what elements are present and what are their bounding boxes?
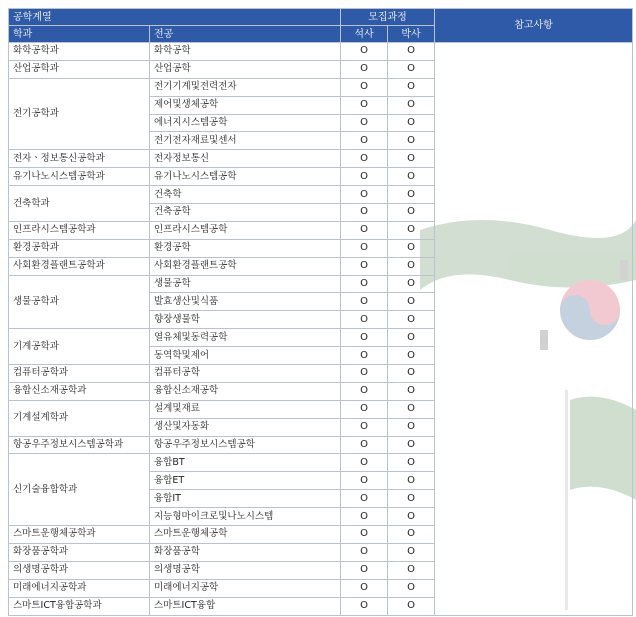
major-cell: 사회환경플랜트공학 xyxy=(150,257,341,275)
dept-cell: 미래에너지공학과 xyxy=(9,579,150,597)
masters-mark: O xyxy=(341,347,388,365)
doctoral-mark: O xyxy=(388,168,435,186)
dept-cell: 건축학과 xyxy=(9,186,150,222)
dept-cell: 전자ㆍ정보통신공학과 xyxy=(9,150,150,168)
major-cell: 융합BT xyxy=(150,454,341,472)
dept-cell: 신기술융합학과 xyxy=(9,454,150,526)
major-cell: 제어및생체공학 xyxy=(150,96,341,114)
masters-mark: O xyxy=(341,275,388,293)
dept-cell: 의생명공학과 xyxy=(9,561,150,579)
major-cell: 전기전자재료및센서 xyxy=(150,132,341,150)
dept-cell: 전기공학과 xyxy=(9,78,150,150)
major-cell: 인프라시스템공학 xyxy=(150,221,341,239)
major-cell: 유기나노시스템공학 xyxy=(150,168,341,186)
masters-mark: O xyxy=(341,257,388,275)
doctoral-mark: O xyxy=(388,382,435,400)
doctoral-mark: O xyxy=(388,311,435,329)
masters-mark: O xyxy=(341,293,388,311)
doctoral-mark: O xyxy=(388,597,435,615)
major-cell: 설계및재료 xyxy=(150,400,341,418)
masters-mark: O xyxy=(341,186,388,204)
masters-mark: O xyxy=(341,454,388,472)
masters-mark: O xyxy=(341,436,388,454)
masters-mark: O xyxy=(341,43,388,61)
masters-mark: O xyxy=(341,114,388,132)
masters-mark: O xyxy=(341,382,388,400)
dept-cell: 인프라시스템공학과 xyxy=(9,221,150,239)
major-cell: 건축학 xyxy=(150,186,341,204)
doctoral-mark: O xyxy=(388,347,435,365)
major-cell: 환경공학 xyxy=(150,239,341,257)
masters-mark: O xyxy=(341,204,388,222)
major-cell: 생산및자동화 xyxy=(150,418,341,436)
masters-mark: O xyxy=(341,60,388,78)
doctoral-mark: O xyxy=(388,579,435,597)
dept-cell: 기계설계학과 xyxy=(9,400,150,436)
dept-cell: 화장품공학과 xyxy=(9,543,150,561)
doctoral-mark: O xyxy=(388,96,435,114)
table-row xyxy=(9,43,633,61)
dept-cell: 환경공학과 xyxy=(9,239,150,257)
masters-mark: O xyxy=(341,132,388,150)
doctoral-mark: O xyxy=(388,221,435,239)
doctoral-mark: O xyxy=(388,204,435,222)
doctoral-mark: O xyxy=(388,490,435,508)
masters-mark: O xyxy=(341,400,388,418)
doctoral-mark: O xyxy=(388,508,435,526)
major-cell: 열유체및동력공학 xyxy=(150,329,341,347)
masters-mark: O xyxy=(341,78,388,96)
major-cell: 전자정보통신 xyxy=(150,150,341,168)
table-body xyxy=(9,43,633,616)
masters-mark: O xyxy=(341,526,388,544)
doctoral-mark: O xyxy=(388,132,435,150)
doctoral-mark: O xyxy=(388,114,435,132)
masters-mark: O xyxy=(341,490,388,508)
doctoral-header: 박사 xyxy=(388,26,435,43)
masters-header: 석사 xyxy=(341,26,388,43)
doctoral-mark: O xyxy=(388,526,435,544)
category-header: 공학계열 xyxy=(9,9,341,26)
doctoral-mark: O xyxy=(388,472,435,490)
dept-cell: 항공우주정보시스템공학과 xyxy=(9,436,150,454)
major-cell: 미래에너지공학 xyxy=(150,579,341,597)
major-cell: 지능형마이크로및나노시스템 xyxy=(150,508,341,526)
doctoral-mark: O xyxy=(388,186,435,204)
major-header: 전공 xyxy=(150,26,341,43)
dept-cell: 기계공학과 xyxy=(9,329,150,365)
masters-mark: O xyxy=(341,579,388,597)
major-cell: 전기기계및전력전자 xyxy=(150,78,341,96)
major-cell: 융합신소재공학 xyxy=(150,382,341,400)
major-cell: 융합ET xyxy=(150,472,341,490)
major-cell: 화학공학 xyxy=(150,43,341,61)
doctoral-mark: O xyxy=(388,60,435,78)
doctoral-mark: O xyxy=(388,400,435,418)
major-cell: 생물공학 xyxy=(150,275,341,293)
doctoral-mark: O xyxy=(388,275,435,293)
doctoral-mark: O xyxy=(388,561,435,579)
masters-mark: O xyxy=(341,311,388,329)
masters-mark: O xyxy=(341,597,388,615)
masters-mark: O xyxy=(341,329,388,347)
doctoral-mark: O xyxy=(388,418,435,436)
major-cell: 컴퓨터공학 xyxy=(150,365,341,383)
dept-cell: 스마트ICT융합공학과 xyxy=(9,597,150,615)
dept-cell: 사회환경플랜트공학과 xyxy=(9,257,150,275)
dept-cell: 산업공학과 xyxy=(9,60,150,78)
doctoral-mark: O xyxy=(388,454,435,472)
doctoral-mark: O xyxy=(388,78,435,96)
dept-cell: 유기나노시스템공학과 xyxy=(9,168,150,186)
doctoral-mark: O xyxy=(388,150,435,168)
masters-mark: O xyxy=(341,418,388,436)
dept-cell: 컴퓨터공학과 xyxy=(9,365,150,383)
masters-mark: O xyxy=(341,239,388,257)
major-cell: 건축공학 xyxy=(150,204,341,222)
doctoral-mark: O xyxy=(388,43,435,61)
masters-mark: O xyxy=(341,365,388,383)
major-cell: 동역학및제어 xyxy=(150,347,341,365)
engineering-programs-table xyxy=(8,8,633,616)
note-header: 참고사항 xyxy=(435,9,633,43)
masters-mark: O xyxy=(341,508,388,526)
major-cell: 화장품공학 xyxy=(150,543,341,561)
major-cell: 발효생산및식품 xyxy=(150,293,341,311)
major-cell: 산업공학 xyxy=(150,60,341,78)
doctoral-mark: O xyxy=(388,365,435,383)
masters-mark: O xyxy=(341,472,388,490)
major-cell: 항공우주정보시스템공학 xyxy=(150,436,341,454)
masters-mark: O xyxy=(341,96,388,114)
major-cell: 스마트운행체공학 xyxy=(150,526,341,544)
doctoral-mark: O xyxy=(388,239,435,257)
doctoral-mark: O xyxy=(388,257,435,275)
doctoral-mark: O xyxy=(388,543,435,561)
dept-cell: 생물공학과 xyxy=(9,275,150,329)
doctoral-mark: O xyxy=(388,436,435,454)
major-cell: 에너지시스템공학 xyxy=(150,114,341,132)
masters-mark: O xyxy=(341,150,388,168)
major-cell: 의생명공학 xyxy=(150,561,341,579)
major-cell: 스마트ICT융합 xyxy=(150,597,341,615)
doctoral-mark: O xyxy=(388,329,435,347)
doctoral-mark: O xyxy=(388,293,435,311)
dept-header: 학과 xyxy=(9,26,150,43)
note-cell xyxy=(435,43,633,616)
masters-mark: O xyxy=(341,543,388,561)
major-cell: 향장생물학 xyxy=(150,311,341,329)
dept-cell: 스마트운행체공학과 xyxy=(9,526,150,544)
masters-mark: O xyxy=(341,221,388,239)
major-cell: 융합IT xyxy=(150,490,341,508)
dept-cell: 화학공학과 xyxy=(9,43,150,61)
masters-mark: O xyxy=(341,168,388,186)
masters-mark: O xyxy=(341,561,388,579)
dept-cell: 융합신소재공학과 xyxy=(9,382,150,400)
recruit-header: 모집과정 xyxy=(341,9,435,26)
